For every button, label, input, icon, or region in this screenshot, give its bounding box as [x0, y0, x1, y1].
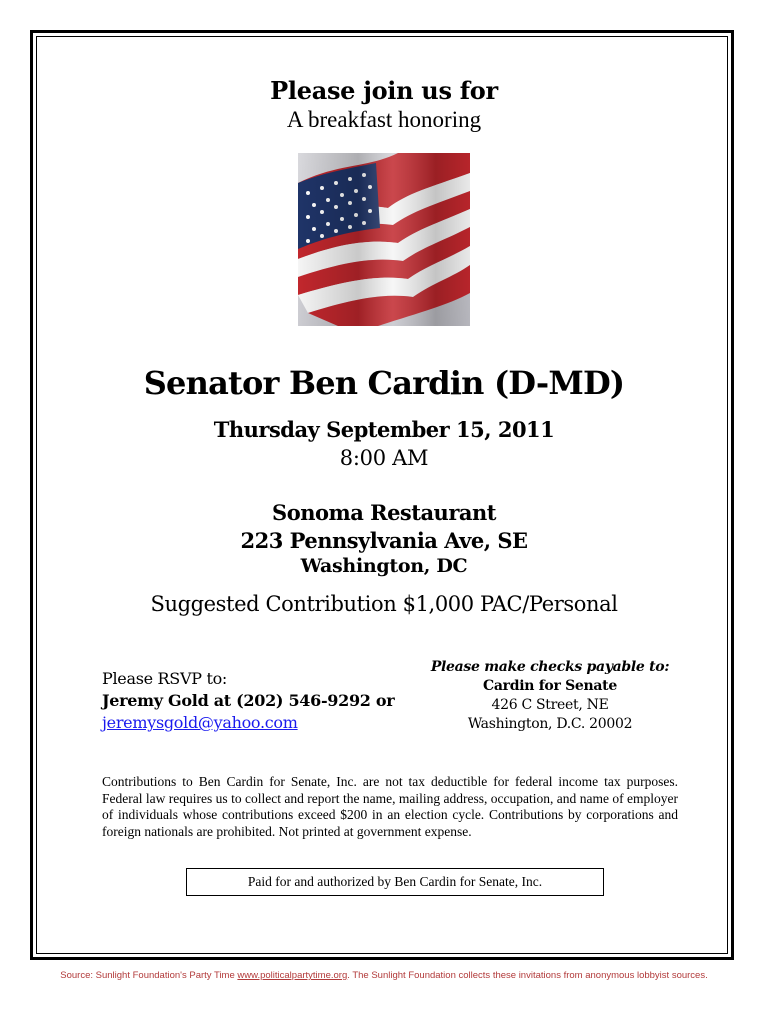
honoree-name: Senator Ben Cardin (D-MD)	[143, 364, 625, 402]
checks-city: Washington, D.C. 20002	[467, 716, 633, 732]
checks-section	[430, 658, 670, 734]
rsvp-label: Please RSVP to:	[102, 669, 228, 688]
rsvp-section	[102, 668, 394, 734]
checks-payee: Cardin for Senate	[483, 678, 617, 694]
checks-street: 426 C Street, NE	[491, 697, 609, 713]
source-footer	[0, 970, 768, 981]
venue-street: 223 Pennsylvania Ave, SE	[240, 528, 528, 553]
flag-image	[298, 153, 470, 326]
venue-name: Sonoma Restaurant	[272, 500, 496, 525]
invitation-subheading: A breakfast honoring	[286, 107, 482, 132]
source-prefix: Source: Sunlight Foundation's Party Time	[60, 970, 238, 981]
invitation-heading: Please join us for	[270, 76, 498, 105]
event-date: Thursday September 15, 2011	[213, 417, 555, 442]
suggested-contribution: Suggested Contribution $1,000 PAC/Personal	[150, 592, 618, 616]
rsvp-contact: Jeremy Gold at (202) 546-9292 or	[102, 691, 395, 710]
rsvp-email-link[interactable]: jeremysgold@yahoo.com	[102, 713, 298, 732]
legal-disclaimer: Contributions to Ben Cardin for Senate, Inc. are not tax deductible for federal income tax purposes. Federal law requires us to collect and report the name, mailing address, occupation, and name of employer of individuals whose contributions exceed $200 in an election cycle. Contributions by corporations and foreign nationals are prohibited. Not printed at government expense.	[102, 774, 678, 839]
checks-label: Please make checks payable to:	[430, 659, 670, 675]
event-time: 8:00 AM	[339, 446, 429, 470]
venue-city: Washington, DC	[300, 555, 468, 577]
paid-for-box	[186, 868, 604, 896]
source-link[interactable]: www.politicalpartytime.org	[237, 970, 348, 981]
paid-for-text: Paid for and authorized by Ben Cardin for Senate, Inc.	[247, 874, 543, 889]
source-suffix: . The Sunlight Foundation collects these invitations from anonymous lobbyist sources.	[347, 970, 708, 981]
